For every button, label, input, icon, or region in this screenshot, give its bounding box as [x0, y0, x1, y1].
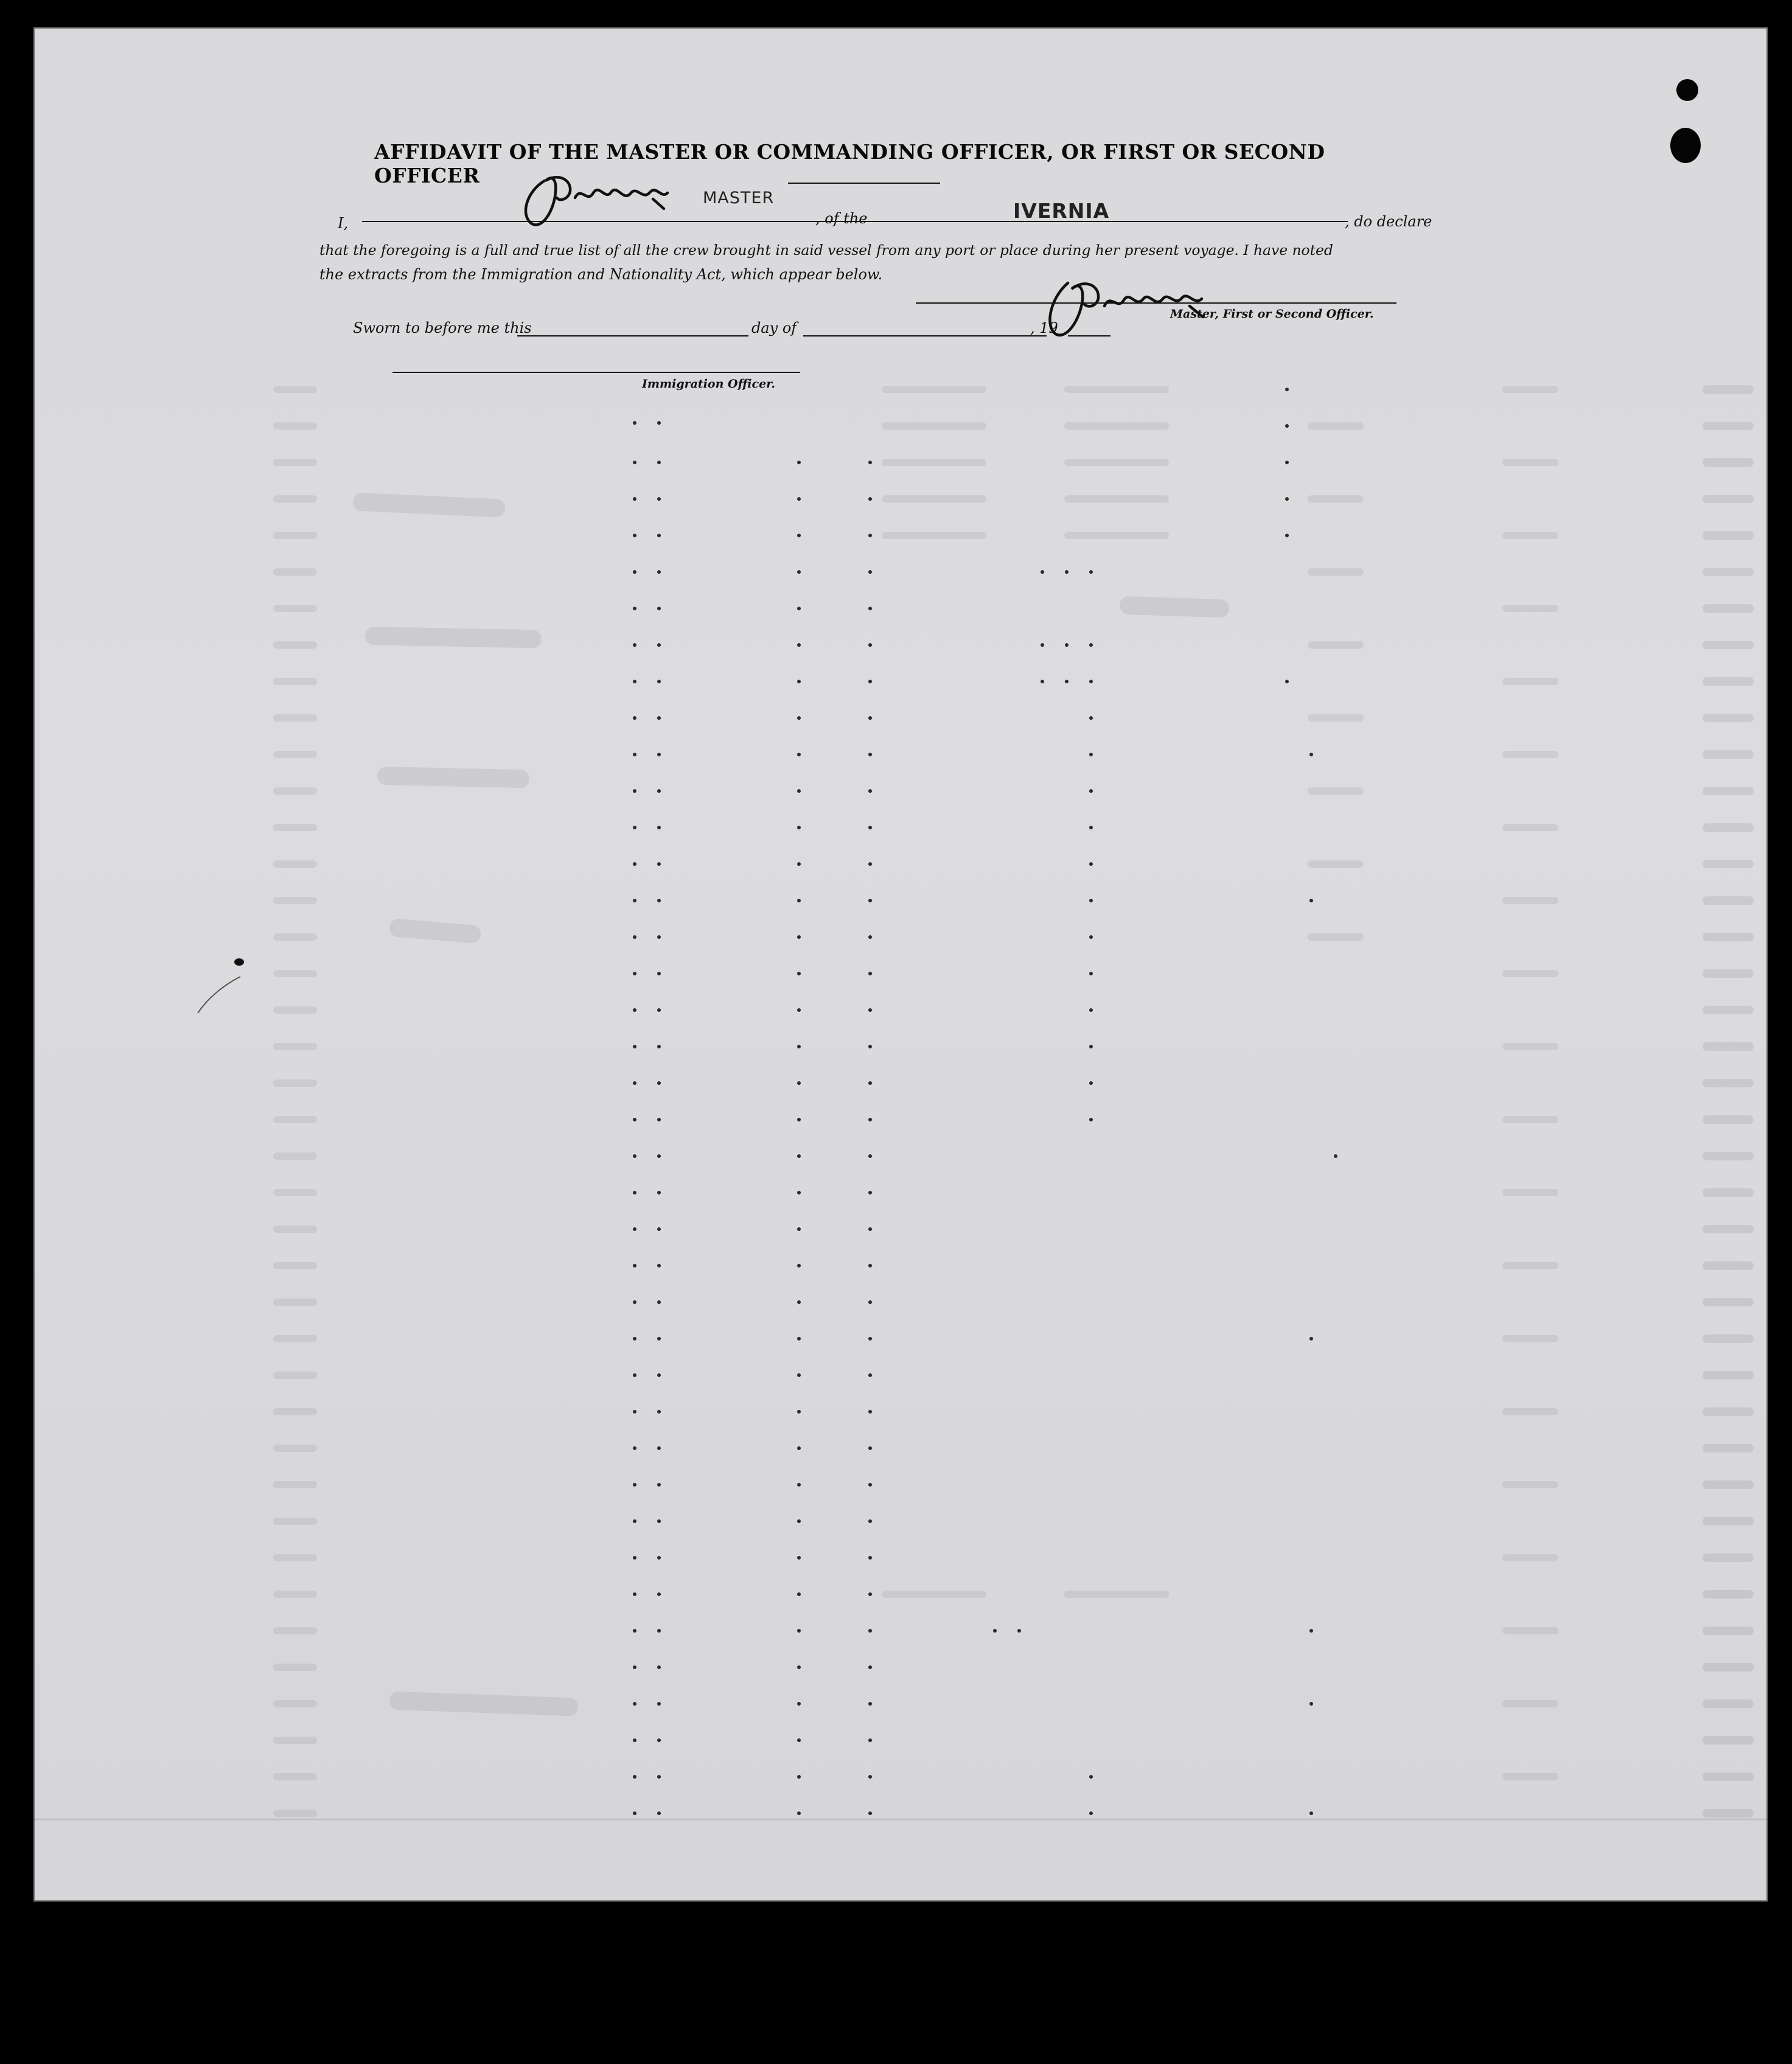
ink-spot [234, 958, 244, 966]
officer-signature-line [916, 302, 1396, 304]
rank-value: MASTER [703, 189, 775, 207]
immigration-officer-line [392, 372, 800, 373]
officer-caption: Master, First or Second Officer. [1170, 307, 1374, 321]
ditto-marks-graphic [33, 27, 1768, 1902]
month-blank [803, 335, 1047, 336]
day-of-label: day of [751, 319, 797, 336]
declaration-line-1: that the foregoing is a full and true list of all the crew brought in said vessel from any port or place during her present voyage. I have noted [319, 242, 1333, 259]
year-prefix-label: , 19 [1030, 319, 1058, 336]
year-blank [1068, 335, 1110, 336]
do-declare-label: , do declare [1345, 213, 1432, 230]
vessel-blank [898, 221, 1348, 222]
stray-pencil-mark [186, 971, 259, 1019]
rank-underline [788, 183, 940, 184]
punch-hole-top [1676, 79, 1698, 101]
of-the-label: , of the [815, 210, 868, 227]
immigration-officer-caption: Immigration Officer. [642, 377, 776, 391]
affidavit-heading: AFFIDAVIT OF THE MASTER OR COMMANDING OFFICER, OR FIRST OR SECOND OFFICER [374, 140, 1325, 187]
declaration-line-2: the extracts from the Immigration and Nationality Act, which appear below. [319, 266, 883, 283]
i-label: I, [338, 215, 349, 232]
sworn-label: Sworn to before me this [353, 319, 532, 336]
vessel-name-value: IVERNIA [1013, 199, 1110, 223]
sworn-date-blank [517, 335, 748, 336]
document-page [33, 27, 1768, 1902]
master-signature-top [502, 167, 697, 234]
punch-hole-bottom [1670, 128, 1701, 163]
